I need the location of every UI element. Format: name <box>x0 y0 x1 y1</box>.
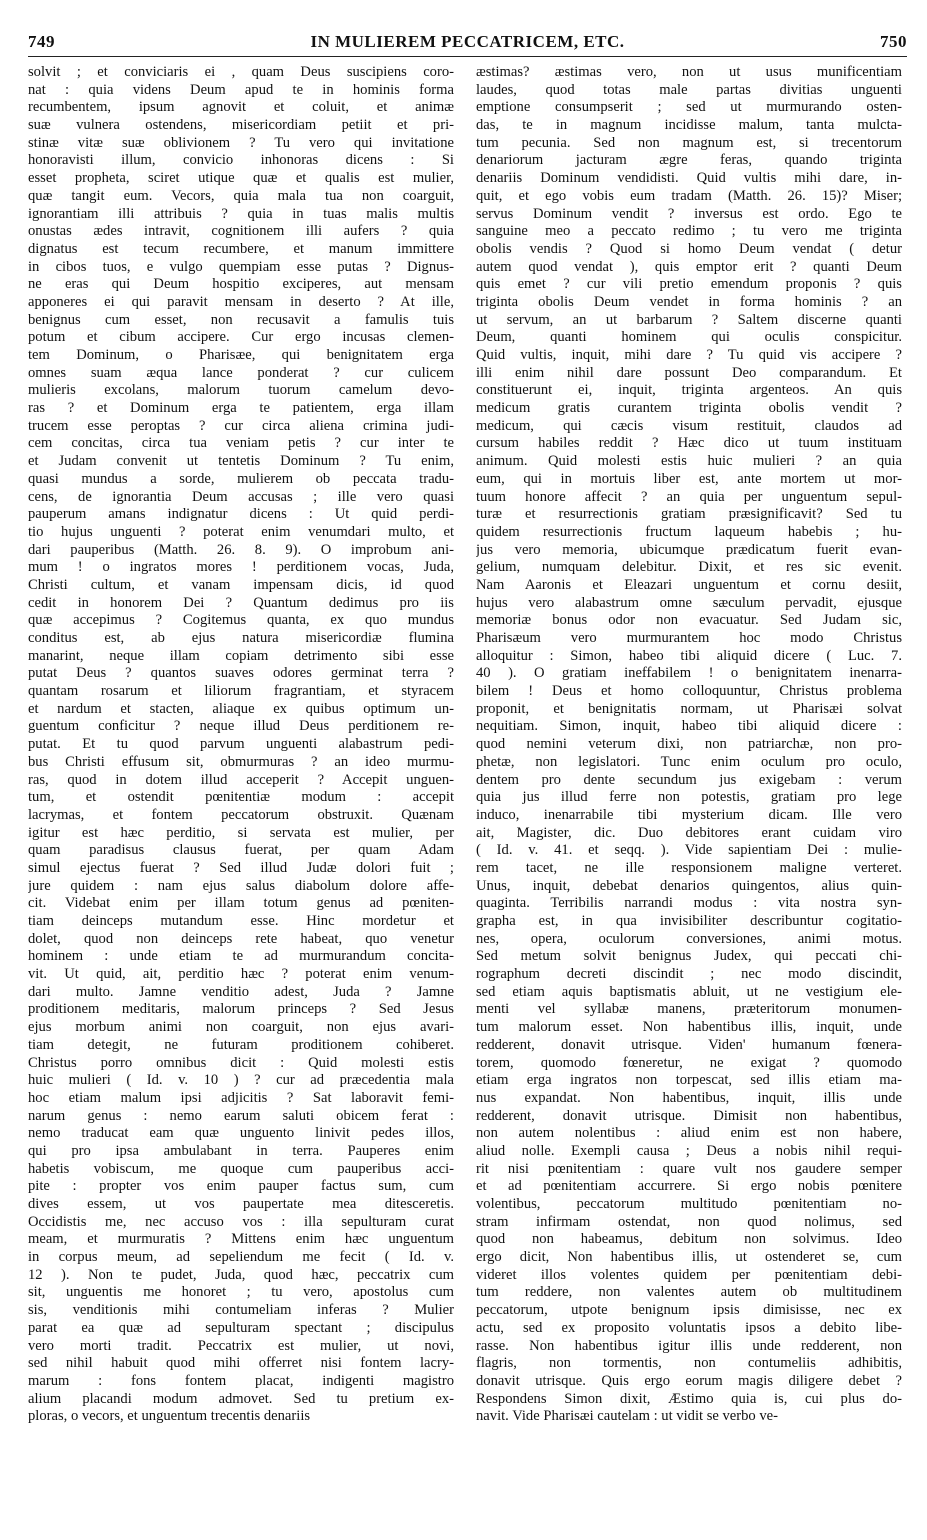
text-line: cem concitas, circa tua veniam petis ? cur inter te <box>28 435 454 452</box>
text-line: tuum honore affecit ? an quia per unguentum sepul- <box>476 488 902 505</box>
text-line: Sed metum solvit benignus Judex, qui peccati chi- <box>476 948 902 965</box>
text-line: dari multo. Jamne venditio adest, Juda ? Jamne <box>28 983 454 1000</box>
text-line: putat. Et tu quod parvum unguenti alabastrum pedi- <box>28 736 454 753</box>
text-line: Christi cultum, et vanam impensam dicis, id quod <box>28 576 454 593</box>
text-line: bilem ! Deus et homo colloquuntur, Christus problema <box>476 683 902 700</box>
text-line: ignorantiam illi attribuis ? quia in tuas malis multis <box>28 205 454 222</box>
text-line: rasse. Non habentibus igitur illis unde redderent, non <box>476 1337 902 1354</box>
text-line: pite : propter vos enim pauper factus sum, cum <box>28 1178 454 1195</box>
text-line: trucem esse peroptas ? cur circa aliena crimina judi- <box>28 417 454 434</box>
text-line: æstimas? æstimas vero, non ut usus munificentiam <box>476 64 902 80</box>
text-line: in corpus meum, ad sepeliendum me fecit ( Id. v. <box>28 1249 454 1266</box>
text-line: gelium, numquam delebitur. Dixit, et res sic evenit. <box>476 559 902 576</box>
text-line: ut servum, an ut barbarum ? Saltem discerne quanti <box>476 311 902 328</box>
text-line: quia jus illud ferre non potestis, gratiam pro lege <box>476 789 902 806</box>
page-number-left: 749 <box>28 32 55 51</box>
text-line: mulieris excolans, malorum tuorum camelum devo- <box>28 382 454 399</box>
text-line: parat ea quæ ad sepulturam spectant ; discipulus <box>28 1319 454 1336</box>
text-line: ploras, o vecors, et unguentum trecentis denariis <box>28 1408 311 1425</box>
text-line: meam, et murmuratis ? Mittens enim hæc unguentum <box>28 1231 454 1248</box>
text-line: proponit, et benignitatis normam, ut Pharisæi solvat <box>476 700 902 717</box>
text-line: conditus est, ab ejus natura misericordiæ flumina <box>28 630 454 646</box>
text-line: memoriæ bonus odor non evacuatur. Sed Judam sic, <box>476 612 902 629</box>
text-line: Pharisæum vero murmurantem hoc modo Christus <box>476 630 902 646</box>
text-line: servus Dominum vendit ? inversus est ordo. Ego te <box>476 205 902 222</box>
text-line: qui pro ipsa ambulabant in terra. Pauperes enim <box>28 1142 454 1159</box>
text-line: nat : quia videns Deum apud te in hominis forma <box>28 81 454 98</box>
text-line: et ad pœnitentiam accurrere. Si ergo nobis pœnitere <box>476 1178 902 1195</box>
text-line: vero morti tradit. Peccatrix est mulier, ut novi, <box>28 1337 454 1354</box>
running-title: IN MULIEREM PECCATRICEM, ETC. <box>310 32 625 51</box>
text-line: jure quidem : nam ejus salus diabolum dolore affe- <box>28 877 454 894</box>
text-line: quam paradisus clausus fuerat, per quam Adam <box>28 842 454 859</box>
text-line: Deum, quanti hominem qui oculis conspicitur. <box>476 329 902 346</box>
text-line: stinæ vitæ suæ oblivionem ? Tu vero qui invitatione <box>28 134 454 151</box>
text-line: turæ et resurrectionis gratiam præsignificavit? Sed tu <box>476 506 902 523</box>
text-line: hujus vero alabastrum omne sæculum pervadit, ejusque <box>476 594 902 611</box>
text-line: denariorum jacturam ægre feras, quando triginta <box>476 152 902 169</box>
text-line: Respondens Simon dixit, Æstimo quia is, cui plus do- <box>476 1390 902 1407</box>
text-line: ait, Magister, dic. Duo debitores erant cuidam viro <box>476 824 902 841</box>
page-number-right: 750 <box>880 32 907 51</box>
text-line: narum genus : nemo earum saluti obicem ferat : <box>28 1107 454 1124</box>
text-line: ( Id. v. 41. et seqq. ). Vide sapientiam Dei : mulie- <box>476 842 902 859</box>
text-line: onustas ædes intravit, cognitionem illi aufers ? quia <box>28 223 454 240</box>
text-line: potum et cibum accipere. Cur ergo incusas clemen- <box>28 329 454 346</box>
text-line: quod non habeamus, debitum non solvimus. Ideo <box>476 1231 902 1248</box>
text-line: tio hujus unguenti ? poterat enim venumdari multo, et <box>28 523 454 540</box>
text-line: sis, venditionis mihi contumeliam inferas ? Mulier <box>28 1302 454 1319</box>
text-line: suæ vulnera ostendens, misericordiam petiit et pri- <box>28 117 454 134</box>
text-line: habetis vobiscum, me quoque cum pauperibus acci- <box>28 1160 454 1177</box>
text-line: tem Dominum, o Pharisæe, qui benignitatem erga <box>28 347 454 363</box>
text-line: nequitiam. Simon, inquit, habeo tibi aliquid dicere : <box>476 718 902 735</box>
text-line: eum, qui in mortuis liber est, ante mortem ut mor- <box>476 470 902 487</box>
text-line: dignatus est tecum recumbere, et manum immittere <box>28 240 454 257</box>
text-line: dolet, quod non deinceps rete habeat, quo venetur <box>28 930 454 947</box>
text-line: redderent, donavit utrisque. Viden' humanum fœnera- <box>476 1036 902 1053</box>
text-line: pauperum amans indignatur dicens : Ut quid perdi- <box>28 506 454 523</box>
text-line: etiam erga ingratos non torpescat, sed illis etiam ma- <box>476 1072 902 1089</box>
text-line: quæ accepimus ? Cogitemus quanta, ex quo mundus <box>28 612 454 629</box>
text-line: navit. Vide Pharisæi cautelam : ut vidit se verbo ve- <box>476 1408 779 1425</box>
text-line: quidem resurrectionis fructum laqueum habebis ; hu- <box>476 523 902 540</box>
text-line: tum reddere, non valentes autem ob multitudinem <box>476 1284 902 1301</box>
running-header <box>28 32 907 56</box>
text-line: mum ! o ingratos mores ! perditionem vocas, Juda, <box>28 559 454 576</box>
text-line: dives essem, ut vos paupertate mea ditesceretis. <box>28 1196 454 1212</box>
right-column <box>476 64 902 1520</box>
text-line: dari pauperibus (Matth. 26. 8. 9). O improbum ani- <box>28 541 454 558</box>
text-line: ejus morbum animi non coarguit, non ejus avari- <box>28 1019 454 1036</box>
text-line: quæ tangit eum. Vecors, quia mala tua non coarguit, <box>28 187 454 204</box>
text-line: quod nemini veterum dixi, non patriarchæ, non pro- <box>476 736 902 753</box>
text-line: aliud nolle. Exempli causa ; Deus a nobis nihil requi- <box>476 1142 902 1159</box>
text-line: animum. Quid molesti estis huic mulieri ? an quia <box>476 453 902 470</box>
text-line: tum, et ostendit pœnitentiæ modum : accepit <box>28 789 454 806</box>
text-line: menti vel syllabæ manens, præteritorum monumen- <box>476 1001 902 1018</box>
text-line: non autem nolentibus : aliud enim est non habere, <box>476 1125 902 1142</box>
text-line: rographum decreti discindit ; nec modo discindit, <box>476 966 902 983</box>
text-line: autem quod vendat ), quis emptor erit ? quanti Deum <box>476 258 902 275</box>
text-line: flagris, non tormentis, non contumeliis adhibitis, <box>476 1355 902 1372</box>
text-line: solvit ; et conviciaris ei , quam Deus suscipiens coro- <box>28 64 454 80</box>
text-line: quaginta. Terribilis narrandi modus : vita nostra syn- <box>476 895 902 912</box>
text-line: sed etiam aquis baptismatis abluit, ut ne vestigium ele- <box>476 983 902 1000</box>
text-line: 12 ). Non te pudet, Juda, quod hæc, peccatrix cum <box>28 1266 454 1283</box>
text-line: quis emet ? cur vili pretio emendum proponis ? quis <box>476 276 902 293</box>
text-line: ras ? et Dominum erga te patientem, erga illam <box>28 400 454 417</box>
text-line: cursum habiles reddit ? Hæc dico ut tuum instituam <box>476 435 902 452</box>
text-line: Nam Aaronis et Eleazari unguentum et cornu desiit, <box>476 576 902 593</box>
text-line: tum malorum esset. Non habentibus illis, inquit, unde <box>476 1019 902 1036</box>
text-line: cit. Videbat enim per illam totum genus ad pœniten- <box>28 895 454 912</box>
text-line: emptione consumpserit ; sed ut murmurando osten- <box>476 99 902 116</box>
text-line: laudes, quod totas male partas divitias unguenti <box>476 81 902 98</box>
text-line: ergo dicit, Non habentibus illis, ut ostenderet se, cum <box>476 1249 902 1266</box>
text-line: Christus porro omnibus dicit : Quid molesti estis <box>28 1054 454 1071</box>
text-line: donavit utrisque. Quis ergo eorum magis diligere debet ? <box>476 1372 902 1389</box>
text-line: phetæ, non legislatori. Tunc enim oculum pro oculo, <box>476 753 902 770</box>
text-line: torem, quomodo fœneretur, ne exigat ? quomodo <box>476 1054 902 1071</box>
text-line: lacrymas, et fontem peccatorum obstruxit. Quænam <box>28 806 454 823</box>
text-line: apponeres ei qui paravit mensam in deserto ? At ille, <box>28 293 454 310</box>
text-line: redderent, donavit utrisque. Dimisit non habentibus, <box>476 1107 902 1124</box>
text-line: hoc etiam malum ipsi adjicitis ? Sat laboravit femi- <box>28 1089 454 1106</box>
text-line: medicum, qui cæcis visum restituit, claudos ad <box>476 417 902 434</box>
text-line: stram infirmam ostendat, non quod nolimus, sed <box>476 1213 902 1230</box>
text-line: putat Deus ? quantos suaves odores germinat terra ? <box>28 665 454 682</box>
text-line: tiam detegit, ne futuram proditionem cohiberet. <box>28 1036 454 1053</box>
text-line: nes, opera, oculorum conversiones, animi motus. <box>476 930 902 947</box>
header-rule <box>28 56 907 57</box>
text-line: tiam deinceps mutandum esse. Hinc mordetur et <box>28 913 454 929</box>
text-line: induco, inenarrabile tibi mysterium dicam. Ille vero <box>476 806 902 823</box>
text-line: constituerunt ei, inquit, triginta argenteos. An quis <box>476 382 902 399</box>
text-line: omnes suam æqua lance ponderat ? cur culicem <box>28 364 454 381</box>
text-line: et nardum et stacten, aliaque ex quibus optimum un- <box>28 700 454 717</box>
text-line: huic mulieri ( Id. v. 10 ) ? cur ad præcedentia mala <box>28 1072 454 1089</box>
text-line: medicum gratis curantem triginta obolis vendit ? <box>476 400 902 417</box>
text-line: quantam rosarum et liliorum fragrantiam, et styracem <box>28 683 454 700</box>
text-line: Quid vultis, inquit, mihi dare ? Tu quid vis accipere ? <box>476 347 902 363</box>
text-line: simul ejectus fuerat ? Sed illud Judæ dolori fuit ; <box>28 859 454 876</box>
text-line: alloquitur : Simon, habeo tibi aliquid dicere ( Luc. 7. <box>476 647 902 664</box>
left-column <box>28 64 454 1520</box>
text-line: sanguine meo a peccato redimo ; tu vero me triginta <box>476 223 902 240</box>
text-line: volentibus, peccatorum multitudo pœnitentiam no- <box>476 1196 902 1212</box>
text-line: alium placandi modum admovet. Sed tu pretium ex- <box>28 1390 454 1407</box>
text-line: ras, quod in dotem illud acceperit ? Accepit unguen- <box>28 771 454 788</box>
text-line: et Judam convenit ut tentetis Dominum ? Tu enim, <box>28 453 454 470</box>
text-line: vit. Ut quid, ait, perditio hæc ? poterat enim venum- <box>28 966 454 983</box>
text-line: in cibos tuos, e vulgo quempiam esse putas ? Dignus- <box>28 258 454 275</box>
text-line: obolis vendis ? Quod si homo Deum vendat ( detur <box>476 240 902 257</box>
text-line: marum : fons fontem placat, indigenti magistro <box>28 1372 454 1389</box>
text-line: nemo traducat eam quæ unguento linivit pedes illos, <box>28 1125 454 1142</box>
text-line: actu, sed ex proposito voluntatis ipsos a debito libe- <box>476 1319 902 1336</box>
text-line: manarint, neque illam copiam detrimento sibi esse <box>28 647 454 664</box>
text-line: sit, unguentis me honoret ; tu vero, apostolus cum <box>28 1284 454 1301</box>
text-line: illi enim nihil dare possunt Deo comparandum. Et <box>476 364 902 381</box>
text-line: nus expandat. Non habentibus, inquit, illis unde <box>476 1089 902 1106</box>
text-line: hominem : unde etiam te ad murmurandum concita- <box>28 948 454 965</box>
text-line: esset propheta, sciret utique quæ et qualis est mulier, <box>28 170 454 187</box>
text-line: rem tacet, ne ille responsionem maligne verteret. <box>476 859 902 876</box>
text-line: cedit in honorem Dei ? Quantum dedimus pro iis <box>28 594 454 611</box>
text-line: proditionem meditaris, malorum princeps ? Sed Jesus <box>28 1001 454 1018</box>
text-line: grapha est, in qua invisibiliter describuntur cogitatio- <box>476 913 902 929</box>
text-line: das, te in magnum incidisse malum, tanta mulcta- <box>476 117 902 134</box>
text-line: ne eras qui Deum hospitio exciperes, aut mensam <box>28 276 454 293</box>
text-line: benignus cum esset, non recusavit a famulis tuis <box>28 311 454 328</box>
text-line: cens, de ignorantia Deum accusas ; ille vero quasi <box>28 488 454 505</box>
text-line: denariis Dominum vendidisti. Quid vultis mihi dare, in- <box>476 170 902 187</box>
text-line: Unus, inquit, debebat denarios quingentos, alius quin- <box>476 877 902 894</box>
text-line: Occidistis me, nec accuso vos : illa sepulturam curat <box>28 1213 454 1230</box>
text-line: bus Christi effusum sit, obmurmuras ? an ideo murmu- <box>28 753 454 770</box>
text-line: igitur est hæc perditio, si servata est mulier, per <box>28 824 454 841</box>
text-line: guentum conficitur ? neque illud Deus perditionem re- <box>28 718 454 735</box>
text-line: tum pecunia. Sed non magnum est, si trecentorum <box>476 134 902 151</box>
text-line: rit nisi pœnitentiam : quare vult nos gaudere semper <box>476 1160 902 1177</box>
text-line: videret illos volentes quidem per pœnitentiam debi- <box>476 1266 902 1283</box>
text-line: quit, et ego vobis eum tradam (Matth. 26. 15)? Miser; <box>476 187 902 204</box>
text-line: recumbentem, ipsum agnovit et coluit, et animæ <box>28 99 454 116</box>
text-line: quasi mundus a sorde, mulierem ob peccata tradu- <box>28 470 454 487</box>
text-line: honoravisti illum, convicio inhonoras dicens : Si <box>28 152 454 169</box>
text-line: 40 ). O gratiam ineffabilem ! o benignitatem inenarra- <box>476 665 902 682</box>
text-line: jus vero memoria, ubicumque prædicatum fuerit evan- <box>476 541 902 558</box>
text-line: peccatorum, utpote benignum ipsis dimisisse, nec ex <box>476 1302 902 1319</box>
text-line: sed nihil habuit quod mihi offerret nisi fontem lacry- <box>28 1355 454 1372</box>
text-line: triginta obolis Deum vendet in forma hominis ? an <box>476 293 902 310</box>
text-line: dentem pro dente secundum jus exigebam : verum <box>476 771 902 788</box>
